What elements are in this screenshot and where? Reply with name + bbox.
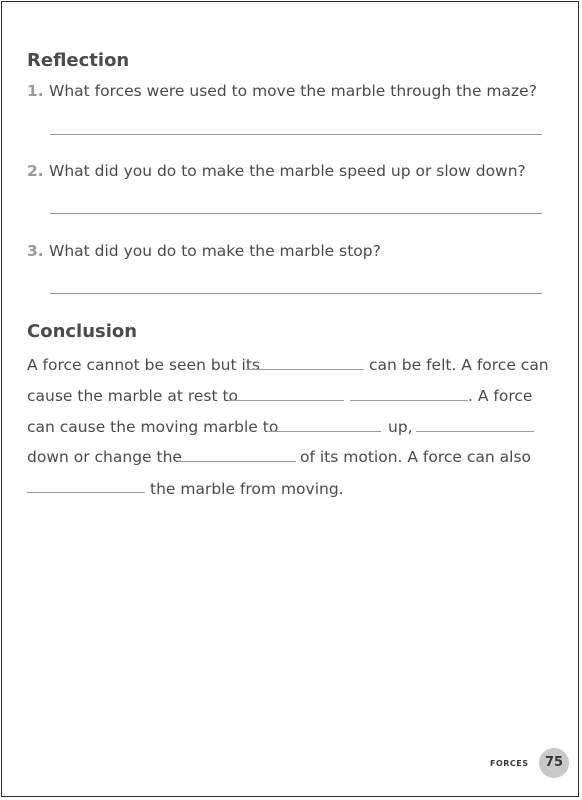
fill-in-blank[interactable] (246, 369, 364, 370)
answer-line-2[interactable] (50, 213, 542, 214)
conclusion-text: of its motion. A force can also (300, 448, 532, 466)
question-1 (27, 82, 537, 100)
question-text: What did you do to make the marble speed up or slow down? (49, 162, 526, 180)
fill-in-blank[interactable] (350, 400, 468, 401)
conclusion-text: can be felt. A force can (369, 356, 549, 374)
question-text: What forces were used to move the marble through the maze? (49, 82, 537, 100)
conclusion-text: up, (388, 418, 413, 436)
fill-in-blank[interactable] (178, 461, 296, 462)
conclusion-text: cause the marble at rest to (27, 387, 239, 405)
conclusion-text: A force cannot be seen but its (27, 356, 260, 374)
page-number-badge: 75 (539, 748, 569, 778)
conclusion-text: . A force (468, 387, 533, 405)
conclusion-text: can cause the moving marble to (27, 418, 279, 436)
question-number: 3. (27, 242, 44, 260)
question-3 (27, 242, 381, 260)
fill-in-blank[interactable] (228, 400, 344, 401)
question-number: 2. (27, 162, 44, 180)
fill-in-blank[interactable] (267, 431, 381, 432)
question-text: What did you do to make the marble stop? (49, 242, 381, 260)
question-2 (27, 162, 526, 180)
answer-line-3[interactable] (50, 293, 542, 294)
worksheet-page (1, 1, 579, 797)
fill-in-blank[interactable] (416, 431, 534, 432)
reflection-heading: Reflection (27, 50, 130, 71)
fill-in-blank[interactable] (27, 492, 145, 493)
answer-line-1[interactable] (50, 134, 542, 135)
conclusion-text: the marble from moving. (150, 480, 344, 498)
conclusion-heading: Conclusion (27, 321, 138, 342)
question-number: 1. (27, 82, 44, 100)
section-label: FORCES (490, 759, 529, 768)
conclusion-text: down or change the (27, 448, 182, 466)
